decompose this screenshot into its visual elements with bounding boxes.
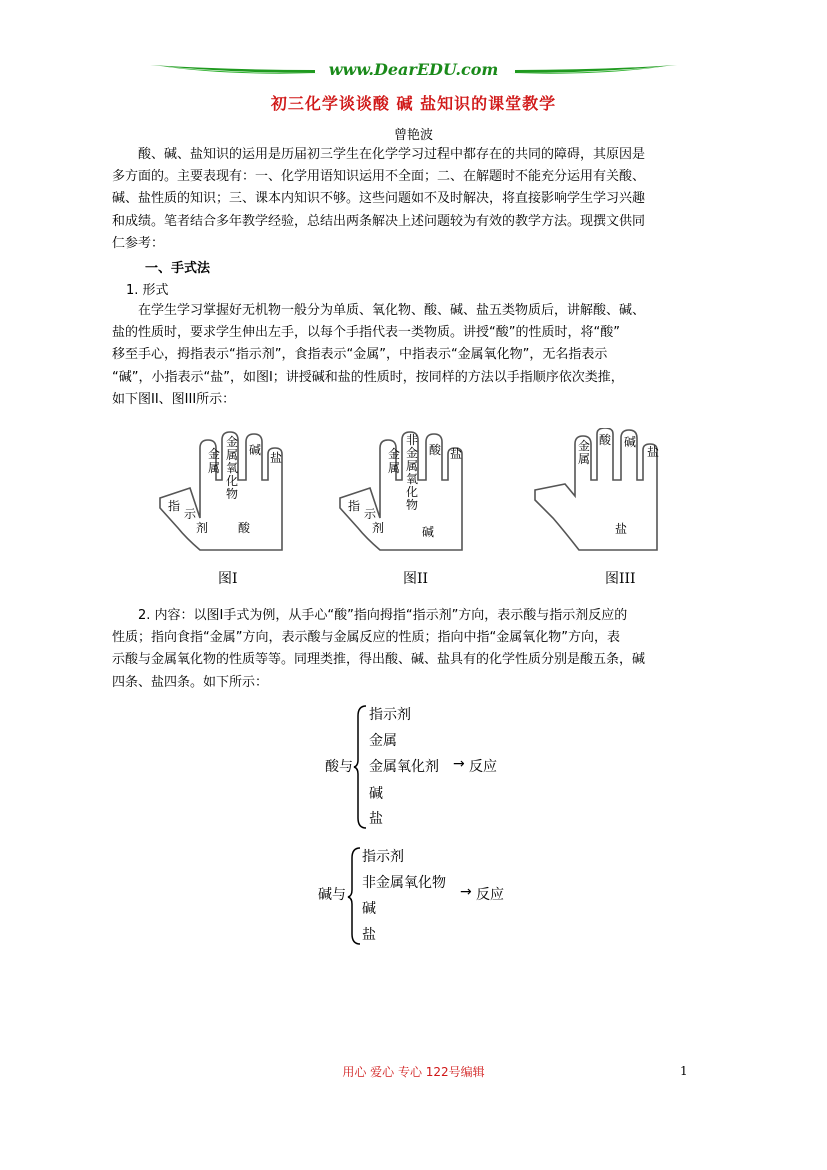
- hand-figure-3: [535, 428, 660, 550]
- svg-text:物: 物: [226, 487, 239, 501]
- fig2-palm-label: 碱: [422, 525, 435, 539]
- fig1-thumb-label: 指: [168, 499, 181, 513]
- intro-paragraph: [112, 144, 712, 255]
- site-logo-text[interactable]: www.DearEDU.com: [328, 60, 499, 79]
- text-line: 在学生学习掌握好无机物一般分为单质、氧化物、酸、碱、盐五类物质后，讲解酸、碱、: [138, 303, 646, 318]
- base-diagram-head: 碱与: [318, 887, 346, 903]
- text-line: 性质；指向食指“金属”方向，表示酸与金属反应的性质；指向中指“金属氧化物”方向，表: [112, 630, 620, 646]
- svg-text:属: 属: [578, 452, 591, 466]
- text-line: 酸、碱、盐知识的运用是历届初三学生在化学学习过程中都存在的共同的障碍，其原因是: [138, 147, 646, 162]
- figure-caption: 图I: [218, 571, 238, 587]
- svg-text:氧: 氧: [406, 472, 419, 486]
- fig2-little-label: 盐: [450, 447, 463, 461]
- base-item: 指示剂: [362, 849, 404, 865]
- base-item: 非金属氧化物: [362, 875, 446, 891]
- base-item: 盐: [362, 927, 376, 943]
- form-paragraph: [112, 300, 712, 411]
- svg-text:示: 示: [184, 507, 197, 521]
- acid-diagram-head: 酸与: [325, 759, 353, 775]
- author-name: 曾艳波: [393, 128, 433, 143]
- svg-text:金: 金: [226, 435, 239, 449]
- text-line: 四条、盐四条。如下所示：: [112, 674, 269, 690]
- fig1-palm-label: 酸: [238, 521, 251, 535]
- svg-text:剂: 剂: [372, 521, 385, 535]
- acid-item: 指示剂: [369, 707, 411, 723]
- svg-text:非: 非: [406, 433, 419, 447]
- svg-text:剂: 剂: [196, 521, 209, 535]
- base-item: 碱: [362, 901, 376, 917]
- content-paragraph: [112, 605, 712, 694]
- arrow-icon: →: [453, 756, 465, 772]
- svg-text:物: 物: [406, 498, 419, 512]
- svg-text:属: 属: [208, 461, 221, 475]
- svg-text:示: 示: [364, 507, 377, 521]
- arrow-icon: →: [460, 884, 472, 900]
- svg-text:金: 金: [388, 447, 401, 461]
- svg-text:金: 金: [578, 439, 591, 453]
- text-line: “碱”，小指表示“盐”，如图I；讲授碱和盐的性质时，按同样的方法以手指顺序依次类推，: [112, 369, 624, 385]
- svg-text:属: 属: [388, 461, 401, 475]
- footer-text: 用心 爱心 专心 122号编辑: [342, 1065, 485, 1079]
- hand-figure-1: [160, 432, 282, 550]
- svg-text:属: 属: [226, 448, 239, 462]
- acid-item: 金属: [369, 733, 397, 749]
- page-title: 初三化学谈谈酸 碱 盐知识的课堂教学: [270, 94, 557, 113]
- fig3-ring2-label: 碱: [624, 435, 637, 449]
- acid-item: 金属氧化剂: [369, 759, 439, 775]
- section-heading: 一、手式法: [145, 261, 211, 276]
- svg-text:属: 属: [406, 459, 419, 473]
- acid-item: 盐: [369, 811, 383, 827]
- figure-caption: 图III: [605, 571, 636, 587]
- text-line: 多方面的。主要表现有：一、化学用语知识运用不全面；二、在解题时不能充分运用有关酸、: [112, 169, 646, 185]
- fig3-ring-label: 酸: [599, 433, 612, 447]
- svg-text:化: 化: [406, 485, 419, 499]
- text-line: 移至手心，拇指表示“指示剂”，食指表示“金属”，中指表示“金属氧化物”，无名指表示: [112, 347, 608, 363]
- fig1-little-label: 盐: [270, 451, 283, 465]
- figure-caption: 图II: [403, 571, 429, 587]
- fig1-ring-label: 碱: [249, 443, 262, 457]
- acid-item: 碱: [369, 786, 383, 802]
- hand-figure-2: [340, 432, 462, 550]
- fig1-index-label: 金: [208, 447, 221, 461]
- text-line: 如下图II、图III所示：: [112, 391, 236, 407]
- text-line: 2. 内容：以图I手式为例，从手心“酸”指向拇指“指示剂”方向，表示酸与指示剂反应的: [138, 608, 628, 623]
- text-line: 盐的性质时，要求学生伸出左手，以每个手指代表一类物质。讲授“酸”的性质时，将“酸”: [112, 325, 620, 341]
- text-line: 碱、盐性质的知识；三、课本内知识不够。这些问题如不及时解决，将直接影响学生学习兴趣: [112, 191, 646, 207]
- text-line: 和成绩。笔者结合多年教学经验，总结出两条解决上述问题较为有效的教学方法。现撰文供同: [112, 213, 646, 229]
- fig3-little-label: 盐: [647, 445, 660, 459]
- text-line: 仁参考：: [112, 235, 165, 251]
- svg-text:氧: 氧: [226, 461, 239, 475]
- acid-result: 反应: [469, 759, 497, 775]
- svg-text:指: 指: [348, 499, 361, 513]
- svg-text:化: 化: [226, 474, 239, 488]
- text-line: 示酸与金属氧化物的性质等等。同理类推，得出酸、碱、盐具有的化学性质分别是酸五条，碱: [112, 652, 646, 668]
- page-number: 1: [680, 1064, 688, 1078]
- subsection-heading: 1. 形式: [126, 283, 169, 298]
- fig3-palm-label: 盐: [615, 522, 628, 536]
- svg-text:金: 金: [406, 446, 419, 460]
- base-result: 反应: [476, 887, 504, 903]
- base-brace: [346, 846, 362, 946]
- fig2-ring-label: 酸: [429, 443, 442, 457]
- acid-brace: [352, 704, 368, 830]
